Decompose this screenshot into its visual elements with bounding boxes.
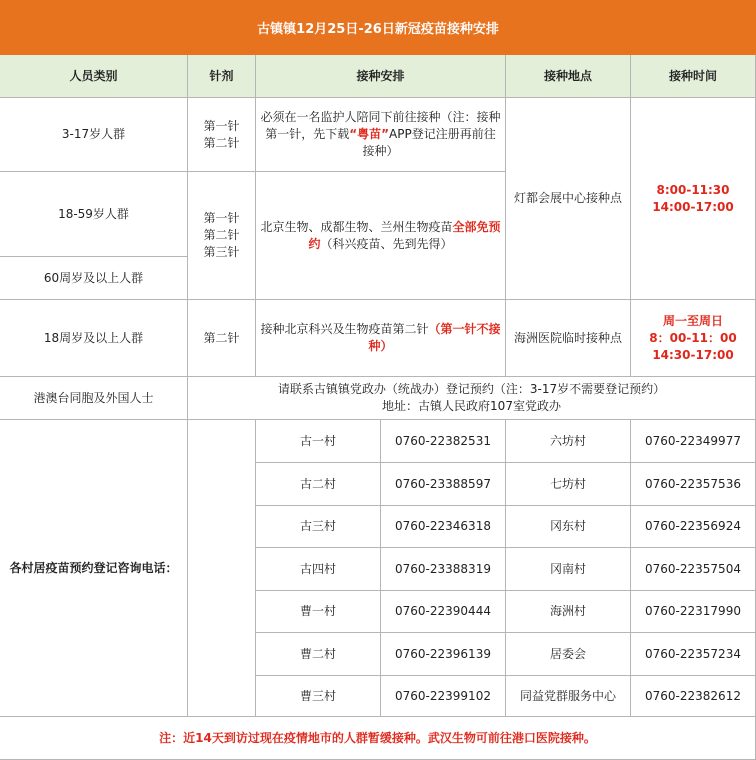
info-line: 地址：古镇人民政府107室党政办 (382, 399, 561, 413)
contact-phone-b: 0760-22357536 (631, 463, 756, 506)
header-arrangement: 接种安排 (256, 55, 506, 98)
contact-village-a: 古一村 (256, 420, 381, 463)
dose-line: 第二针 (203, 228, 240, 242)
contact-phone-a: 0760-23388597 (381, 463, 506, 506)
contacts-label: 各村居疫苗预约登记咨询电话： (0, 420, 188, 717)
category-3-17: 3-17岁人群 (0, 98, 188, 172)
arrangement-text: 接种北京科兴及生物疫苗第二针 (260, 322, 429, 336)
contact-phone-a: 0760-23388319 (381, 548, 506, 591)
time-line: 14:00-17:00 (652, 199, 734, 214)
contact-phone-a: 0760-22390444 (381, 591, 506, 633)
header-category: 人员类别 (0, 55, 188, 98)
contact-phone-b: 0760-22317990 (631, 591, 756, 633)
contact-village-a: 古四村 (256, 548, 381, 591)
contact-phone-a: 0760-22346318 (381, 506, 506, 548)
time-line: 8:00-11:30 (656, 182, 730, 197)
time-haizhou (631, 300, 756, 377)
app-name: “粤苗” (349, 127, 390, 141)
contact-phone-b: 0760-22382612 (631, 676, 756, 717)
arrangement-second-dose (256, 300, 506, 377)
arrangement-adult (256, 172, 506, 300)
no-first-dose-highlight: （第一针不接种） (368, 322, 501, 353)
contact-village-a: 曹三村 (256, 676, 381, 717)
contact-village-b: 冈东村 (506, 506, 631, 548)
contact-phone-a: 0760-22396139 (381, 633, 506, 676)
contact-village-b: 海洲村 (506, 591, 631, 633)
contact-village-a: 古二村 (256, 463, 381, 506)
dose-line: 第一针 (203, 118, 240, 133)
contact-village-b: 六坊村 (506, 420, 631, 463)
time-line: 周一至周日 (662, 313, 723, 328)
location-haizhou: 海洲医院临时接种点 (506, 300, 631, 377)
arrangement-text: （科兴疫苗、先到先得） (320, 236, 453, 251)
dose-second: 第二针 (188, 300, 256, 377)
category-60-plus: 60周岁及以上人群 (0, 257, 188, 300)
info-line: 请联系古镇镇党政办（统战办）登记预约（注：3-17岁不需要登记预约） (277, 382, 666, 396)
dose-line: 第二针 (203, 135, 240, 150)
contact-phone-b: 0760-22357234 (631, 633, 756, 676)
header-time: 接种时间 (631, 55, 756, 98)
contact-phone-b: 0760-22357504 (631, 548, 756, 591)
header-dose: 针剂 (188, 55, 256, 98)
shared-time (631, 98, 756, 300)
contact-village-b: 冈南村 (506, 548, 631, 591)
contact-village-b: 七坊村 (506, 463, 631, 506)
arrangement-text: APP登记注册再前往接种） (362, 127, 496, 158)
shared-location: 灯都会展中心接种点 (506, 98, 631, 300)
dose-3-17 (188, 98, 256, 172)
contact-phone-a: 0760-22382531 (381, 420, 506, 463)
contact-phone-b: 0760-22356924 (631, 506, 756, 548)
category-18-plus: 18周岁及以上人群 (0, 300, 188, 377)
dose-line: 第三针 (203, 245, 240, 259)
dose-adult (188, 172, 256, 300)
contact-village-b: 居委会 (506, 633, 631, 676)
contact-village-a: 古三村 (256, 506, 381, 548)
arrangement-text: 必须在一名监护人陪同下前往接种（注：接种第一针，先下载 (260, 110, 501, 141)
contact-phone-b: 0760-22349977 (631, 420, 756, 463)
arrangement-text: 北京生物、成都生物、兰州生物疫苗 (260, 219, 453, 234)
arrangement-3-17 (256, 98, 506, 172)
header-location: 接种地点 (506, 55, 631, 98)
foreign-info (188, 377, 756, 420)
category-foreign: 港澳台同胞及外国人士 (0, 377, 188, 420)
no-appointment-highlight: 全部免预约 (308, 219, 501, 251)
contact-village-b: 同益党群服务中心 (506, 676, 631, 717)
contact-village-a: 曹二村 (256, 633, 381, 676)
dose-line: 第一针 (203, 211, 240, 225)
category-18-59: 18-59岁人群 (0, 172, 188, 257)
time-line: 14:30-17:00 (652, 347, 734, 362)
page-title: 古镇镇12月25日-26日新冠疫苗接种安排 (0, 0, 756, 55)
time-line: 8：00-11：00 (649, 330, 737, 345)
contact-phone-a: 0760-22399102 (381, 676, 506, 717)
contact-village-a: 曹一村 (256, 591, 381, 633)
contacts-spacer (188, 420, 256, 717)
footnote: 注：近14天到访过现在疫情地市的人群暂缓接种。武汉生物可前往港口医院接种。 (0, 717, 756, 760)
